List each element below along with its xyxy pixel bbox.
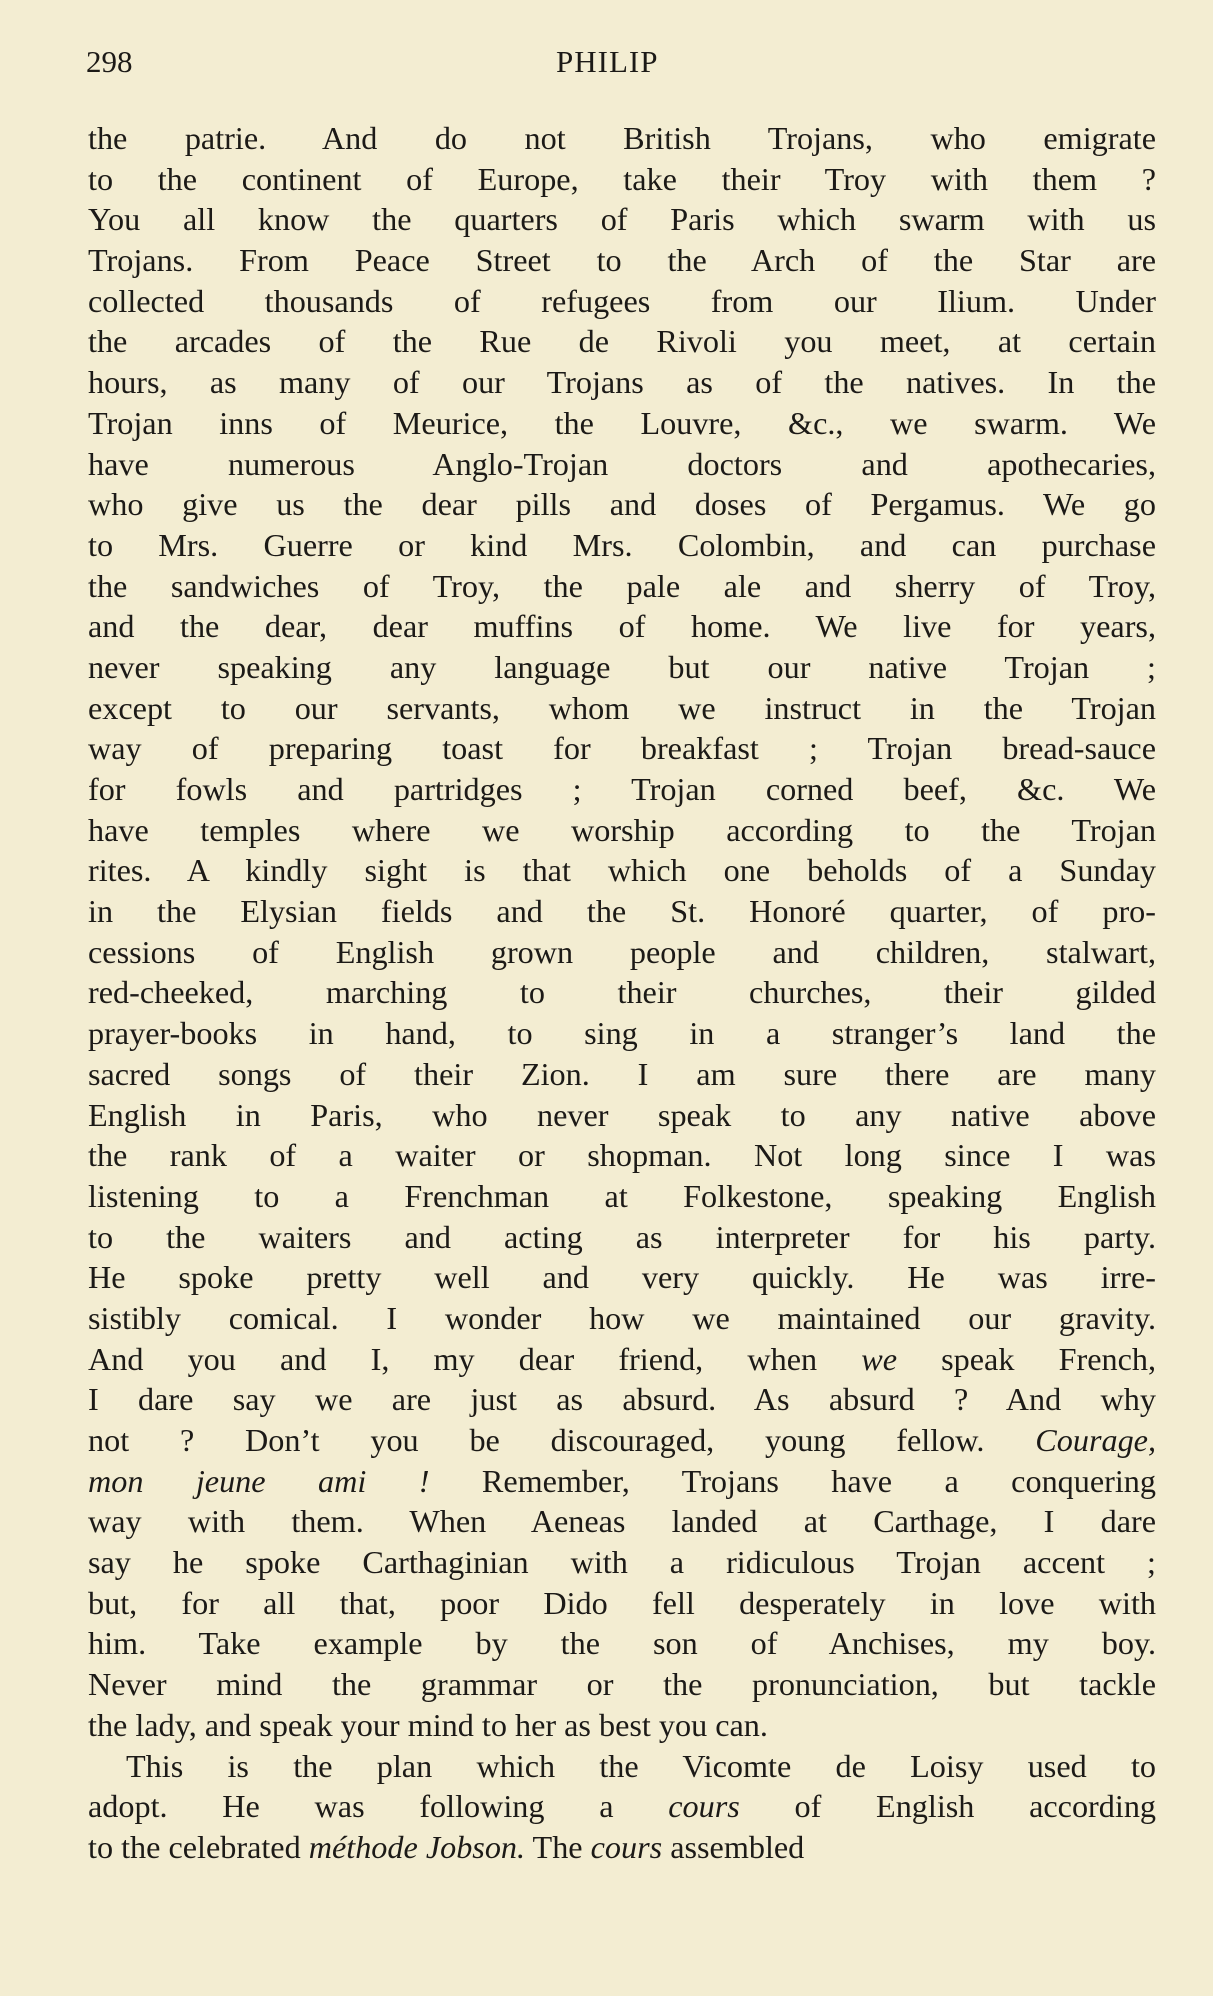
line-text: except to our servants, whom we instruct in the Trojan xyxy=(88,689,1156,726)
text-line xyxy=(88,1583,1156,1624)
text-line xyxy=(88,810,1156,851)
body-text xyxy=(88,118,1156,1868)
line-text: cessions of English grown people and children, stalwart, xyxy=(88,933,1156,970)
text-line xyxy=(88,484,1156,525)
line-text: for fowls and partridges ; Trojan corned beef, &c. We xyxy=(88,771,1156,807)
line-text: the rank of a waiter or shopman. Not long since I was xyxy=(88,1137,1156,1174)
line-text: to Mrs. Guerre or kind Mrs. Colombin, and can purchase xyxy=(88,526,1156,563)
text-line xyxy=(88,566,1156,607)
line-text: assembled xyxy=(662,1828,805,1865)
line-text: Remember, Trojans have a conquering xyxy=(429,1462,1156,1499)
text-line xyxy=(88,281,1156,322)
italic-text: méthode Jobson. xyxy=(308,1828,526,1865)
line-text: and the dear, dear muffins of home. We live for years, xyxy=(88,608,1156,645)
text-line xyxy=(88,1420,1156,1461)
line-text: in the Elysian fields and the St. Honoré quarter, of pro- xyxy=(88,893,1156,930)
line-text: the sandwiches of Troy, the pale ale and sherry of Troy, xyxy=(88,567,1156,604)
line-text: the arcades of the Rue de Rivoli you meet, at certain xyxy=(88,323,1156,360)
text-line xyxy=(88,199,1156,240)
line-text: sistibly comical. I wonder how we maintained our gravity. xyxy=(88,1299,1156,1336)
text-line xyxy=(88,647,1156,688)
text-line xyxy=(88,1298,1156,1339)
text-line xyxy=(88,972,1156,1013)
line-text: way with them. When Aeneas landed at Carthage, I dare xyxy=(88,1503,1156,1540)
text-line xyxy=(88,1135,1156,1176)
line-text: rites. A kindly sight is that which one beholds of a Sunday xyxy=(88,852,1156,889)
line-text: the patrie. And do not British Trojans, who emigrate xyxy=(88,120,1156,156)
line-text: him. Take example by the son of Anchises, my boy. xyxy=(88,1625,1156,1662)
text-line xyxy=(88,444,1156,485)
line-text: speak French, xyxy=(897,1340,1156,1377)
line-text: listening to a Frenchman at Folkestone, speaking English xyxy=(88,1177,1156,1214)
text-line xyxy=(88,1827,1156,1868)
text-line xyxy=(88,1623,1156,1664)
text-line xyxy=(88,688,1156,729)
line-text: the lady, and speak your mind to her as best you can. xyxy=(88,1706,768,1743)
line-text: This is the plan which the Vicomte de Loisy used to xyxy=(126,1747,1156,1784)
text-line xyxy=(88,1013,1156,1054)
text-line xyxy=(88,891,1156,932)
line-text: of English according xyxy=(739,1788,1157,1825)
text-line xyxy=(88,321,1156,362)
text-line xyxy=(88,1542,1156,1583)
line-text: English in Paris, who never speak to any native above xyxy=(88,1096,1156,1133)
text-line xyxy=(88,1054,1156,1095)
text-line xyxy=(88,1746,1156,1787)
italic-text: mon jeune ami ! xyxy=(88,1462,430,1499)
text-line xyxy=(88,403,1156,444)
line-text: collected thousands of refugees from our Ilium. Under xyxy=(88,282,1156,319)
text-line xyxy=(88,1705,1156,1746)
line-text: Trojan inns of Meurice, the Louvre, &c., we swarm. We xyxy=(88,404,1156,441)
text-line xyxy=(88,1786,1156,1827)
line-text: And you and I, my dear friend, when xyxy=(88,1340,862,1377)
line-text: Trojans. From Peace Street to the Arch of the Star are xyxy=(88,242,1156,279)
text-line xyxy=(88,1176,1156,1217)
text-line xyxy=(88,1461,1156,1502)
line-text: prayer-books in hand, to sing in a stranger’s land the xyxy=(88,1015,1156,1052)
page-header xyxy=(86,44,1156,84)
line-text: way of preparing toast for breakfast ; Trojan bread-sauce xyxy=(88,730,1156,767)
italic-text: we xyxy=(861,1340,897,1377)
line-text: The xyxy=(525,1828,591,1865)
line-text: say he spoke Carthaginian with a ridiculous Trojan accent ; xyxy=(88,1544,1156,1581)
text-line xyxy=(88,1339,1156,1380)
line-text: Never mind the grammar or the pronunciation, but tackle xyxy=(88,1666,1156,1703)
line-text: to the celebrated xyxy=(88,1828,309,1865)
page-number: 298 xyxy=(86,44,133,79)
line-text: You all know the quarters of Paris which swarm with us xyxy=(88,201,1156,238)
italic-text: cours xyxy=(668,1788,740,1825)
text-line xyxy=(88,118,1156,159)
line-text: He spoke pretty well and very quickly. He was irre- xyxy=(88,1259,1156,1296)
text-line xyxy=(88,1095,1156,1136)
text-line xyxy=(88,1257,1156,1298)
text-line xyxy=(88,240,1156,281)
italic-text: cours xyxy=(590,1828,663,1865)
text-line xyxy=(88,1379,1156,1420)
text-line xyxy=(88,932,1156,973)
line-text: never speaking any language but our native Trojan ; xyxy=(88,648,1156,685)
text-line xyxy=(88,362,1156,403)
text-line xyxy=(88,525,1156,566)
line-text: to the waiters and acting as interpreter for his party. xyxy=(88,1218,1156,1255)
line-text: to the continent of Europe, take their Troy with them ? xyxy=(88,160,1156,197)
line-text: adopt. He was following a xyxy=(88,1788,669,1825)
line-text: red-cheeked, marching to their churches, their gilded xyxy=(88,974,1156,1011)
text-line xyxy=(88,606,1156,647)
text-line xyxy=(88,1217,1156,1258)
text-line xyxy=(88,850,1156,891)
line-text: have temples where we worship according to the Trojan xyxy=(88,811,1156,848)
line-text: who give us the dear pills and doses of Pergamus. We go xyxy=(88,486,1156,523)
text-line xyxy=(88,1501,1156,1542)
line-text: sacred songs of their Zion. I am sure there are many xyxy=(88,1055,1156,1092)
line-text: have numerous Anglo-Trojan doctors and apothecaries, xyxy=(88,445,1156,482)
italic-text: Courage, xyxy=(1035,1422,1156,1458)
text-line xyxy=(88,728,1156,769)
text-line xyxy=(88,1664,1156,1705)
line-text: I dare say we are just as absurd. As absurd ? And why xyxy=(88,1381,1156,1418)
line-text: but, for all that, poor Dido fell desperately in love with xyxy=(88,1584,1156,1621)
running-title: PHILIP xyxy=(556,44,659,79)
line-text: not ? Don’t you be discouraged, young fellow. xyxy=(88,1422,1036,1458)
text-line xyxy=(88,769,1156,810)
text-line xyxy=(88,159,1156,200)
line-text: hours, as many of our Trojans as of the natives. In the xyxy=(88,364,1156,401)
